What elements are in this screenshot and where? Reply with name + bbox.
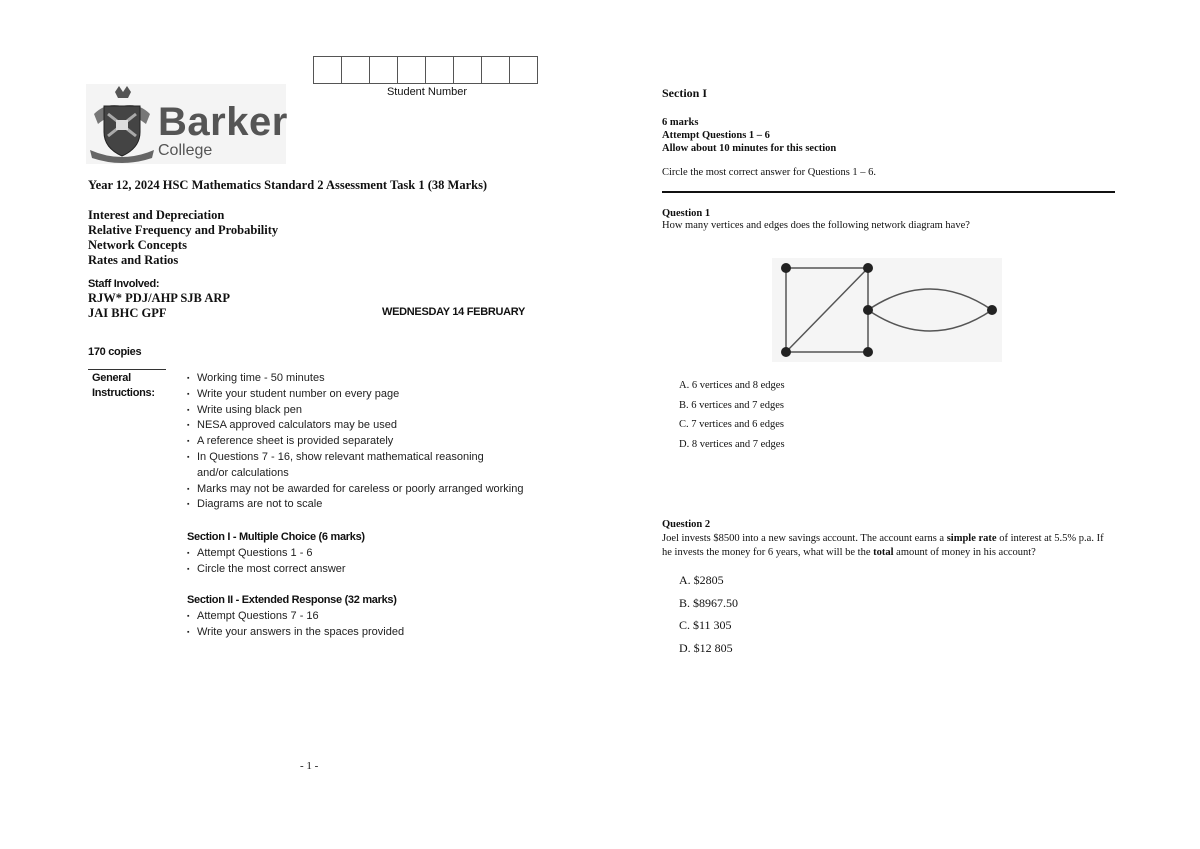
list-item-continuation: and/or calculations [197,466,289,479]
answer-option[interactable]: B. $8967.50 [679,595,739,610]
section-1-list [187,546,346,578]
network-vertex [863,263,873,273]
emphasis: total [873,547,894,558]
network-vertex [987,305,997,315]
topic-item: Relative Frequency and Probability [88,223,279,237]
student-number-digit[interactable] [369,56,398,84]
section-title: Section I [662,86,707,100]
list-item: ▪ Attempt Questions 1 - 6 [187,546,346,562]
list-item: ▪ Working time - 50 minutes [187,371,523,387]
question-1-text: How many vertices and edges does the following network diagram have? [662,220,970,231]
topic-item: Network Concepts [88,238,187,252]
section-1-heading: Section I - Multiple Choice (6 marks) [187,531,365,543]
text-run: amount of money in his account? [893,547,1036,558]
section-2-heading: Section II - Extended Response (32 marks) [187,594,397,606]
answer-option[interactable]: A. $2805 [679,573,724,587]
emphasis: simple rate [946,533,997,544]
section-marks: 6 marks [662,117,699,128]
answer-option[interactable]: A. 6 vertices and 8 edges [679,380,785,391]
student-number-digit[interactable] [481,56,510,84]
label-line: Instructions: [92,387,155,399]
student-number-digit[interactable] [341,56,370,84]
student-number-boxes[interactable] [314,56,538,84]
student-number-digit[interactable] [509,56,538,84]
student-number-digit[interactable] [313,56,342,84]
answer-option[interactable]: C. 7 vertices and 6 edges [679,419,784,431]
student-number-digit[interactable] [453,56,482,84]
section-instruction: Circle the most correct answer for Questions 1 – 6. [662,167,877,178]
divider [88,369,166,370]
list-item: ▪ Write your answers in the spaces provided [187,625,404,641]
student-number-label: Student Number [386,86,468,98]
page-number: - 1 - [300,760,319,772]
list-item: ▪ A reference sheet is provided separately [187,434,523,450]
list-item-text: In Questions 7 - 16, show relevant mathematical reasoning [197,450,484,463]
text-run: Joel invests $8500 into a new savings account. The account earns a [662,533,947,544]
answer-option[interactable]: D. $12 805 [679,640,733,655]
list-item: ▪ Write your student number on every page [187,387,523,403]
logo-subtitle: College [158,142,213,159]
question-2-text [662,532,1112,560]
question-2-options [679,569,738,659]
general-instructions-list [187,371,523,513]
list-item: ▪ Circle the most correct answer [187,562,346,578]
text-run: of interest at 5.5% p.a. If he invests the money for 6 years, what will be the [662,533,1104,558]
topics-list [88,208,278,268]
network-vertex [863,347,873,357]
network-vertex [863,305,873,315]
answer-option[interactable]: B. 6 vertices and 7 edges [679,399,784,411]
diagram-background [772,258,1002,362]
copies-count: 170 copies [88,346,142,358]
question-1-options [679,376,785,454]
answer-option[interactable]: D. 8 vertices and 7 edges [679,438,785,450]
staff-label: Staff Involved: [88,278,160,290]
topic-item: Interest and Depreciation [88,208,225,222]
exam-date: WEDNESDAY 14 FEBRUARY [382,306,526,318]
question-2-title: Question 2 [662,519,711,530]
list-item [187,450,523,482]
student-number-digit[interactable] [425,56,454,84]
list-item: ▪ Marks may not be awarded for careless or poorly arranged working [187,482,523,498]
label-line: General [92,372,131,384]
list-item: ▪ Write using black pen [187,403,523,419]
section-allow: Allow about 10 minutes for this section [662,143,837,154]
general-instructions-label [92,371,155,401]
network-vertex [781,263,791,273]
section-divider [662,191,1115,193]
topic-item: Rates and Ratios [88,253,179,267]
section-meta [662,116,836,155]
section-attempt: Attempt Questions 1 – 6 [662,130,770,141]
staff-line: RJW* PDJ/AHP SJB ARP [88,291,231,305]
list-item: ▪ Attempt Questions 7 - 16 [187,609,404,625]
answer-option[interactable]: C. $11 305 [679,618,732,632]
network-vertex [781,347,791,357]
network-diagram [772,258,1002,362]
student-number-digit[interactable] [397,56,426,84]
task-title: Year 12, 2024 HSC Mathematics Standard 2 Assessment Task 1 (38 Marks) [88,178,488,192]
staff-line: JAI BHC GPF [88,306,167,320]
section-2-list [187,609,404,641]
list-item: ▪ NESA approved calculators may be used [187,418,523,434]
list-item: ▪ Diagrams are not to scale [187,497,523,513]
question-1-title: Question 1 [662,208,711,219]
logo-wordmark: Barker [158,100,288,144]
